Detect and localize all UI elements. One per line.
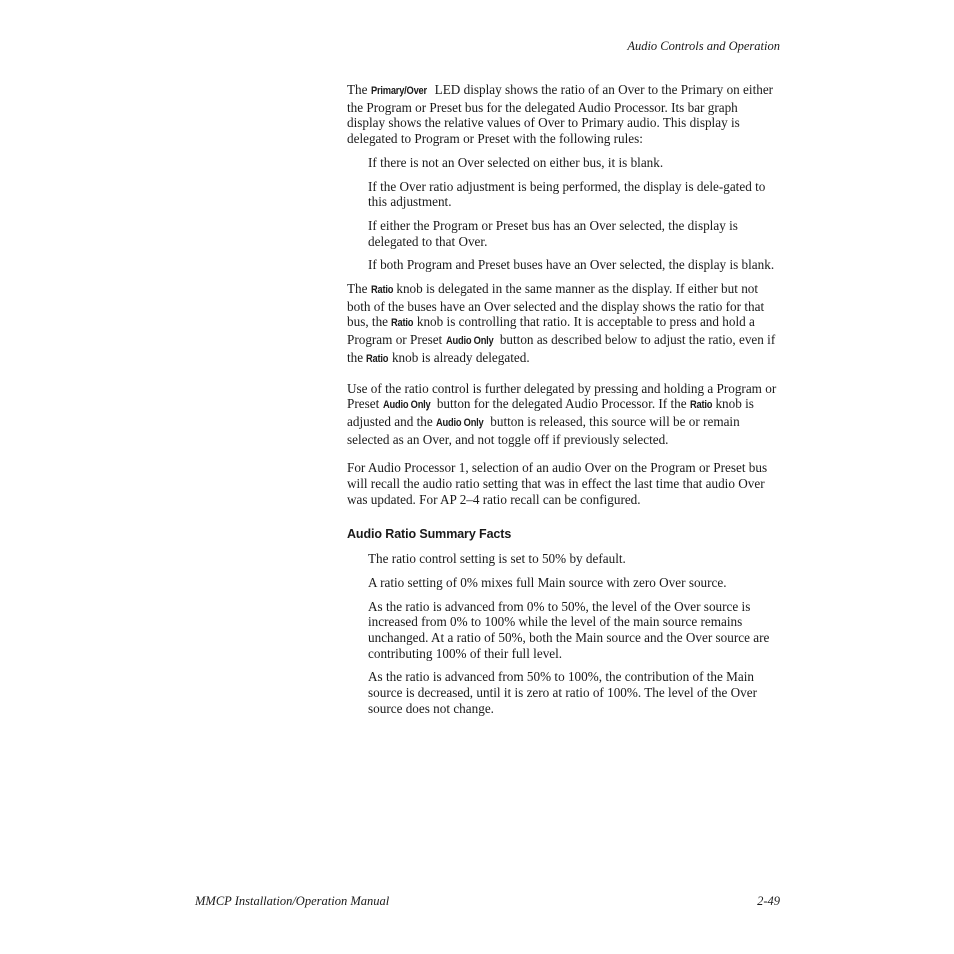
rule-item: If either the Program or Preset bus has an Over selected, the display is delegated to that Over. — [368, 217, 738, 249]
fact-item: A ratio setting of 0% mixes full Main source with zero Over source. — [368, 574, 727, 590]
control-name: Audio Only — [445, 335, 494, 348]
control-name: Ratio — [689, 399, 713, 412]
rule-item: If there is not an Over selected on either bus, it is blank. — [368, 154, 664, 170]
running-header: Audio Controls and Operation — [627, 39, 780, 53]
control-name: Audio Only — [436, 416, 484, 429]
intro-paragraph — [347, 82, 779, 147]
text-span: button as described below to adjust the ratio, even if the — [347, 332, 776, 365]
control-name: Ratio — [391, 317, 414, 330]
text-span: button for the delegated Audio Processor. If the — [433, 396, 690, 412]
text-span: knob is adjusted and the — [347, 396, 754, 429]
control-name: Primary/Over — [370, 85, 427, 97]
text-span: knob is delegated in the same manner as the display. If either but not both of the buses have an Over selected and the display shows the ratio for that bus, the — [347, 281, 765, 330]
fact-item: As the ratio is advanced from 50% to 100%, the contribution of the Main source is decreased, until it is zero at ratio of 100%. The level of the Over source does not change. — [368, 669, 758, 716]
intro-text-2: LED display shows the ratio of an Over to the Primary on either the Program or Preset bus for the delegated Audio Processor. Its bar graph display shows the relative values of Over to Primary audio. This display is delegated to Program or Preset with the following rules: — [347, 82, 774, 147]
fact-item: The ratio control setting is set to 50% by default. — [368, 551, 626, 567]
page-number: 2-49 — [757, 894, 780, 908]
fact-item: As the ratio is advanced from 0% to 50%, the level of the Over source is increased from 0% to 100% while the level of the main source remains unchanged. At a ratio of 50%, both the Main source and the Over source are contributing 100% of their full level. — [368, 598, 770, 661]
page-body — [347, 82, 779, 725]
ap-paragraph: For Audio Processor 1, selection of an audio Over on the Program or Preset bus will recall the audio ratio setting that was in effect the last time that audio Over was updated. For AP 2–4 ratio recall can be configured. — [347, 460, 768, 507]
text-span: knob is already delegated. — [388, 349, 530, 365]
intro-text-1: The — [347, 82, 371, 97]
rule-item: If both Program and Preset buses have an Over selected, the display is blank. — [368, 257, 775, 273]
control-name: Audio Only — [382, 399, 431, 412]
control-name: Ratio — [366, 352, 389, 365]
footer-manual-title: MMCP Installation/Operation Manual — [195, 894, 390, 908]
use-paragraph — [347, 381, 779, 448]
rules-list — [368, 155, 779, 273]
section-heading: Audio Ratio Summary Facts — [347, 527, 512, 542]
text-span: Use of the ratio control is further delegated by pressing and holding a Program or Preset — [347, 380, 777, 412]
facts-list — [368, 551, 779, 716]
text-span: knob is controlling that ratio. It is acceptable to press and hold a Program or Preset — [347, 314, 755, 348]
text-span: The — [347, 281, 371, 297]
control-name: Ratio — [370, 284, 394, 297]
rule-item: If the Over ratio adjustment is being performed, the display is dele-gated to this adjustment. — [368, 178, 766, 210]
ratio-paragraph — [347, 281, 779, 368]
text-span: button is released, this source will be or remain selected as an Over, and not toggle off if previously selected. — [347, 413, 740, 447]
